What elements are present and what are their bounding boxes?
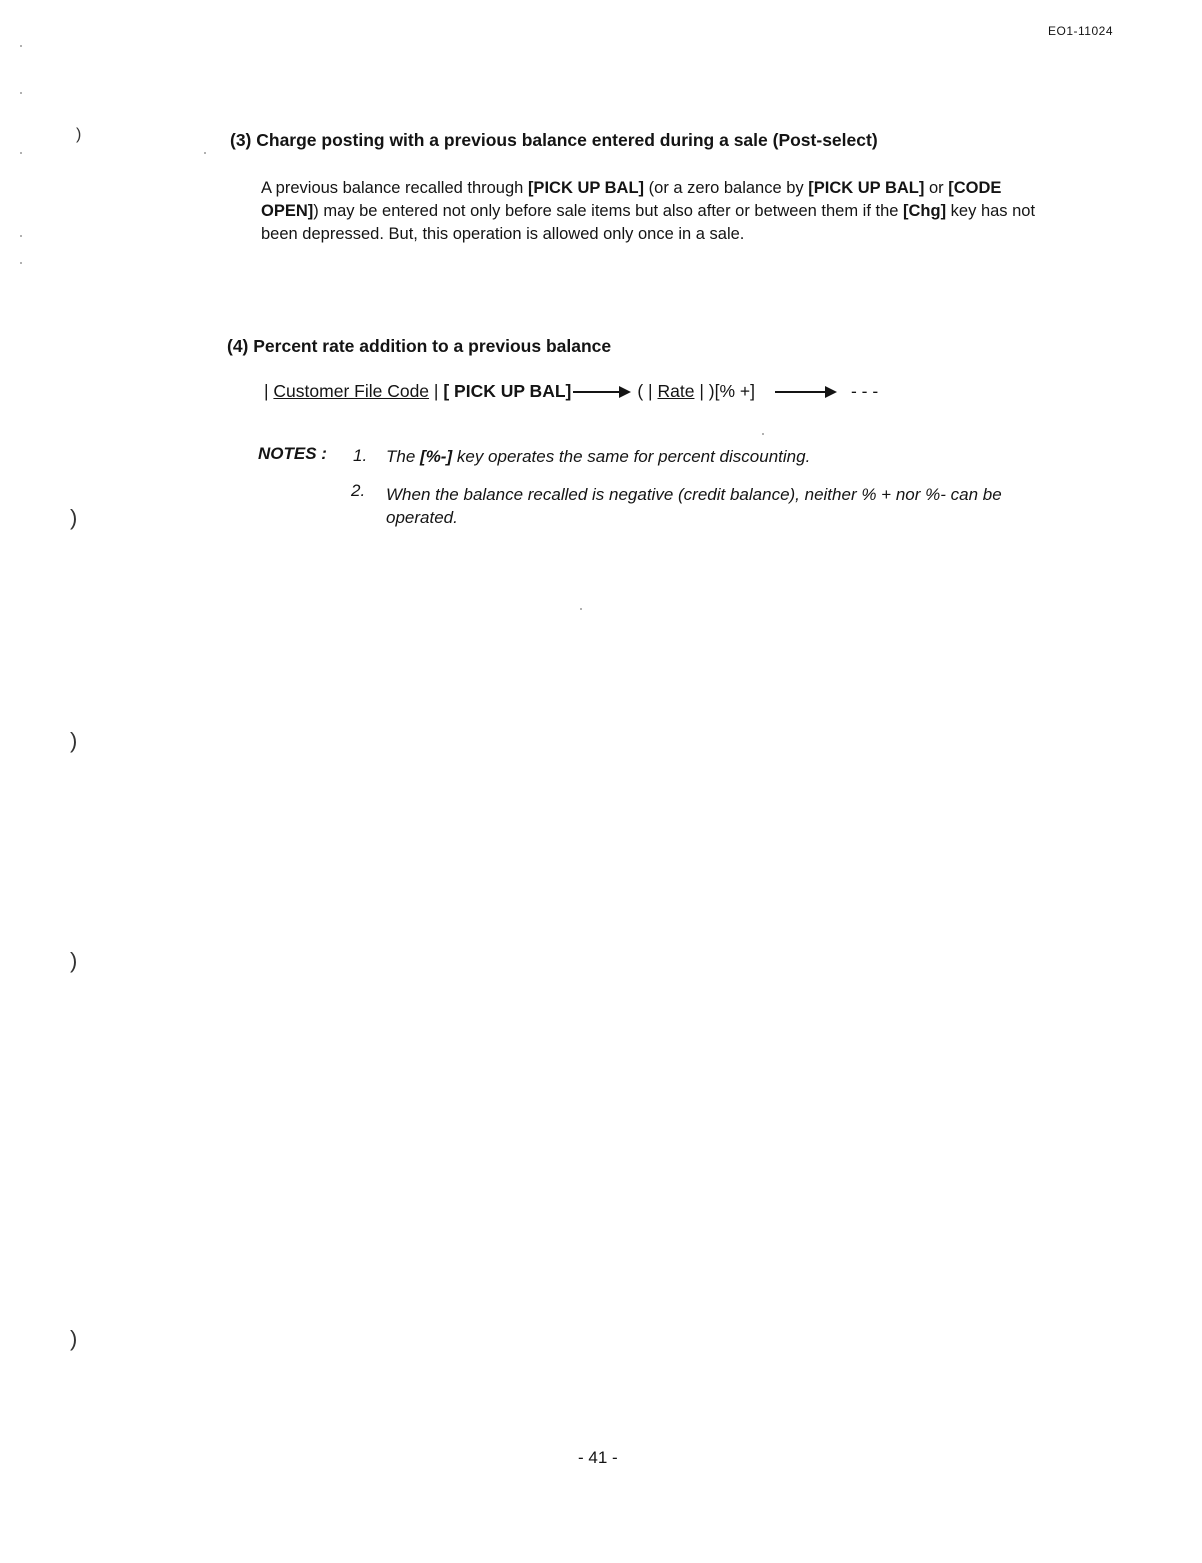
- key-chg: [Chg]: [903, 202, 947, 220]
- sequence-bar: |: [433, 381, 439, 401]
- scan-speck: [204, 152, 206, 154]
- rate-open: ( |: [637, 381, 653, 401]
- scan-speck: [20, 92, 22, 94]
- binder-hole-mark-icon: ): [70, 505, 78, 530]
- paragraph-text: or: [924, 179, 949, 197]
- binder-hole-mark-icon: ): [70, 948, 78, 973]
- note-1-text: [386, 447, 810, 467]
- paragraph-text: ) may be entered not only before sale items but also after or between them if the: [313, 202, 904, 220]
- binder-hole-mark-icon: ): [70, 1326, 78, 1351]
- notes-label: NOTES :: [258, 444, 327, 463]
- note-2-number: 2.: [351, 481, 366, 500]
- sequence-continuation: - - -: [850, 381, 879, 401]
- paragraph-text: (or a zero balance by: [644, 179, 809, 197]
- rate-close: | ): [699, 381, 715, 401]
- key-pick-up-bal: [ PICK UP BAL]: [443, 381, 572, 401]
- note-text: The: [386, 447, 421, 466]
- scan-speck: [20, 262, 22, 264]
- sequence-bar: |: [264, 381, 269, 401]
- note-1-number: 1.: [353, 446, 368, 465]
- note-2-text: When the balance recalled is negative (credit balance), neither % + nor %- can be operated.: [386, 485, 1002, 527]
- right-arrow-icon: [775, 386, 837, 398]
- document-id: EO1-11024: [1048, 24, 1113, 38]
- scan-speck: [580, 608, 582, 610]
- key-code-open: [CODE OPEN]: [261, 179, 1002, 220]
- rate-field: Rate: [657, 381, 695, 401]
- page-number: - 41 -: [578, 1448, 618, 1467]
- section-4-heading: (4) Percent rate addition to a previous balance: [227, 336, 612, 356]
- scan-speck: [20, 235, 22, 237]
- note-text: key operates the same for percent discounting.: [452, 447, 811, 466]
- scan-speck: [762, 433, 764, 435]
- section-3-paragraph: [261, 177, 1041, 246]
- key-percent-minus: [%-]: [420, 447, 453, 466]
- scan-speck: [20, 152, 22, 154]
- key-pick-up-bal: [PICK UP BAL]: [808, 179, 925, 197]
- section-3-heading: (3) Charge posting with a previous balance entered during a sale (Post-select): [230, 130, 878, 150]
- key-pick-up-bal: [PICK UP BAL]: [527, 179, 645, 197]
- binder-hole-mark-icon: ): [70, 728, 78, 753]
- key-sequence: [264, 381, 878, 402]
- right-arrow-icon: [573, 386, 631, 398]
- scan-speck: [20, 45, 22, 47]
- key-percent-plus: [% +]: [714, 381, 755, 401]
- paragraph-text: key has not been depressed. But, this operation is allowed only once in a sale.: [261, 202, 1036, 243]
- paragraph-text: A previous balance recalled through: [261, 179, 528, 197]
- customer-file-code: Customer File Code: [273, 381, 430, 401]
- binder-hole-mark-icon: ): [76, 126, 82, 143]
